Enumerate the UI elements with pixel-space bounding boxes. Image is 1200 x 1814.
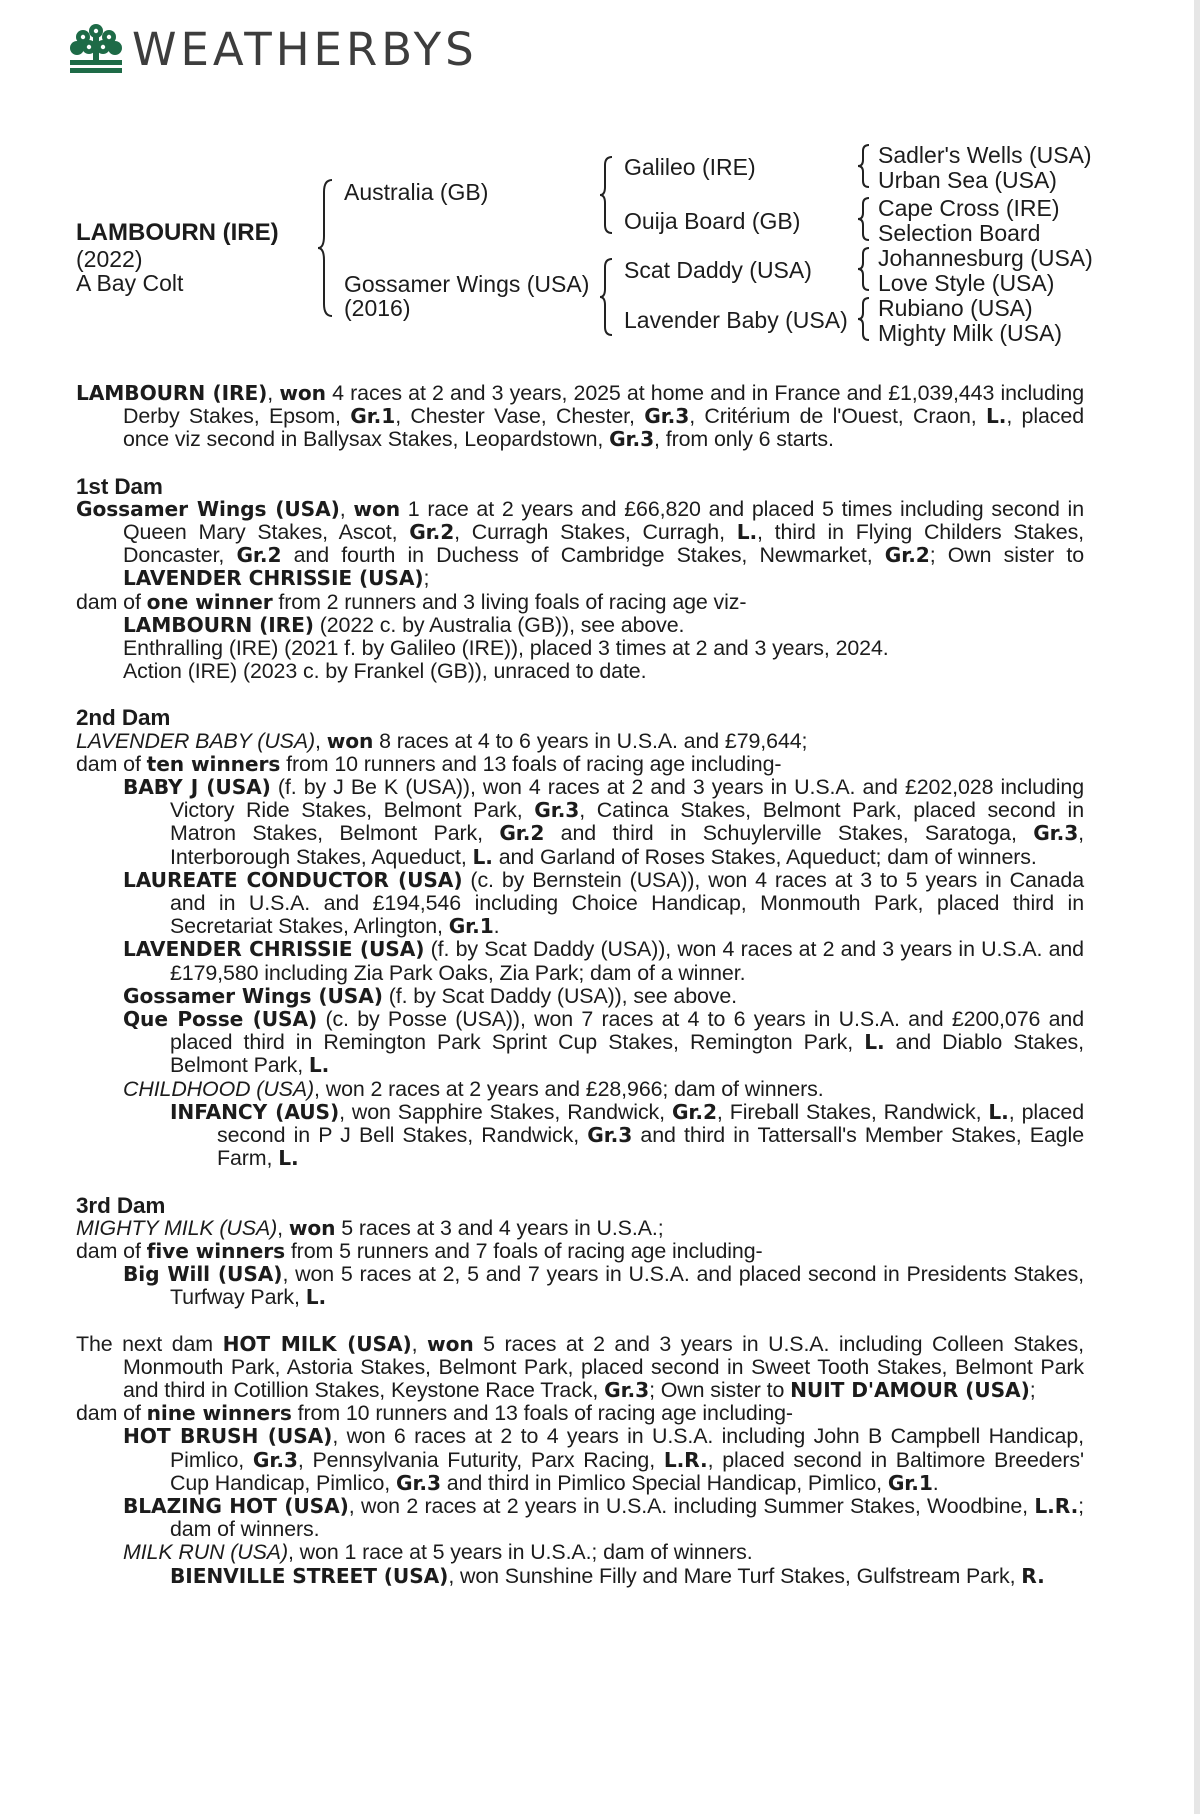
progeny-item: Action (IRE) (2023 c. by Frankel (GB)), unraced to date.: [123, 659, 647, 684]
pedigree-gen4-5: Johannesburg (USA): [878, 245, 1093, 271]
section-heading-2nd-dam: 2nd Dam: [76, 705, 171, 731]
pedigree-gen4-7: Rubiano (USA): [878, 295, 1033, 321]
third-dam-produce-summary: dam of five winners from 5 runners and 7 foals of racing age including-: [76, 1238, 763, 1263]
pedigree-sire: Australia (GB): [344, 179, 489, 205]
progeny-item: Enthralling (IRE) (2021 f. by Galileo (IRE)), placed 3 times at 2 and 3 years, 2024.: [123, 636, 889, 661]
catalogue-page: [76, 382, 1084, 1588]
pedigree-subject-description: A Bay Colt: [76, 270, 184, 296]
second-dam-produce-summary: dam of ten winners from 10 runners and 13 foals of racing age including-: [76, 751, 782, 776]
bracket-gen1: [318, 178, 338, 318]
second-dam-record: LAVENDER BABY (USA), won 8 races at 4 to 6 years in U.S.A. and £79,644;: [76, 728, 808, 753]
subject-record: LAMBOURN (IRE), won 4 races at 2 and 3 years, 2025 at home and in France and £1,039,443 including Derby Stakes, Epsom, Gr.1, Chester Vase, Chester, Gr.3, Critérium de l'Ouest, Craon, L., placed once viz second in Ballysax Stakes, Leopardstown, Gr.3, from only 6 starts.: [76, 381, 1084, 452]
section-heading-1st-dam: 1st Dam: [76, 473, 163, 499]
first-dam-record: Gossamer Wings (USA), won 1 race at 2 years and £66,820 and placed 5 times including second in Queen Mary Stakes, Ascot, Gr.2, Curragh Stakes, Curragh, L., third in Flying Childers Stakes, Doncaster, Gr.2 and fourth in Duchess of Cambridge Stakes, Newmarket, Gr.2; Own sister to LAVENDER CHRISSIE (USA);: [76, 496, 1085, 591]
progeny-item: Que Posse (USA) (c. by Posse (USA)), won 7 races at 4 to 6 years in U.S.A. and £200,076 and placed third in Remington Park Sprint Cup Stakes, Remington Park, L. and Diablo Stakes, Belmont Park, L.: [123, 1007, 1084, 1078]
first-dam-produce-summary: dam of one winner from 2 runners and 3 living foals of racing age viz-: [76, 589, 747, 614]
bracket-galileo: [858, 143, 874, 189]
pedigree-subject-name: LAMBOURN (IRE): [76, 219, 279, 246]
next-dam-produce-summary: dam of nine winners from 10 runners and 13 foals of racing age including-: [76, 1401, 793, 1426]
pedigree-gen4-2: Urban Sea (USA): [878, 167, 1057, 193]
pedigree-dam-sire: Scat Daddy (USA): [624, 257, 812, 283]
section-heading-3rd-dam: 3rd Dam: [76, 1192, 166, 1218]
pedigree-sire-dam: Ouija Board (GB): [624, 208, 801, 234]
progeny-item: LAUREATE CONDUCTOR (USA) (c. by Bernstein (USA)), won 4 races at 3 to 5 years in Canada and in U.S.A. and £194,546 including Choice Handicap, Monmouth Park, placed third in Secretariat Stakes, Arlington, Gr.1.: [123, 867, 1084, 939]
next-dam-record: The next dam HOT MILK (USA), won 5 races at 2 and 3 years in U.S.A. including Colleen Stakes, Monmouth Park, Astoria Stakes, Belmont Park, placed second in Sweet Tooth Stakes, Belmont Park and third in Cotillion Stakes, Keystone Race Track, Gr.3; Own sister to NUIT D'AMOUR (USA);: [76, 1331, 1084, 1402]
progeny-item: Big Will (USA), won 5 races at 2, 5 and 7 years in U.S.A. and placed second in Presidents Stakes, Turfway Park, L.: [123, 1262, 1085, 1310]
grand-progeny-item: INFANCY (AUS), won Sapphire Stakes, Randwick, Gr.2, Fireball Stakes, Randwick, L., placed second in P J Bell Stakes, Randwick, Gr.3 and third in Tattersall's Member Stakes, Eagle Farm, L.: [170, 1099, 1084, 1171]
bracket-dam: [600, 257, 618, 337]
progeny-item: BABY J (USA) (f. by J Be K (USA)), won 4 races at 2 and 3 years in U.S.A. and £202,028 including Victory Ride Stakes, Belmont Park, Gr.3, Catinca Stakes, Belmont Park, placed second in Matron Stakes, Belmont Park, Gr.2 and third in Schuylerville Stakes, Saratoga, Gr.3, Interborough Stakes, Aqueduct, L. and Garland of Roses Stakes, Aqueduct; dam of winners.: [123, 775, 1084, 869]
pedigree-gen4-1: Sadler's Wells (USA): [878, 142, 1092, 168]
brand-name: WEATHERBYS: [132, 22, 478, 76]
pedigree-sire-sire: Galileo (IRE): [624, 154, 756, 180]
progeny-item: LAMBOURN (IRE) (2022 c. by Australia (GB)), see above.: [123, 612, 685, 637]
pedigree-gen4-3: Cape Cross (IRE): [878, 195, 1060, 221]
progeny-item: HOT BRUSH (USA), won 6 races at 2 to 4 years in U.S.A. including John B Campbell Handicap, Pimlico, Gr.3, Pennsylvania Futurity, Parx Racing, L.R., placed second in Baltimore Breeders' Cup Handicap, Pimlico, Gr.3 and third in Pimlico Special Handicap, Pimlico, Gr.1.: [123, 1424, 1085, 1495]
pedigree-gen4-4: Selection Board: [878, 220, 1041, 246]
pedigree-table: [0, 0, 1200, 360]
progeny-item: CHILDHOOD (USA), won 2 races at 2 years and £28,966; dam of winners.: [123, 1076, 824, 1101]
bracket-lavender-baby: [858, 296, 874, 342]
progeny-item: BLAZING HOT (USA), won 2 races at 2 years in U.S.A. including Summer Stakes, Woodbine, L.R.; dam of winners.: [123, 1493, 1084, 1542]
pedigree-subject-year: (2022): [76, 246, 143, 272]
pedigree-gen4-6: Love Style (USA): [878, 270, 1055, 296]
pedigree-dam: Gossamer Wings (USA): [344, 271, 590, 297]
pedigree-dam-dam: Lavender Baby (USA): [624, 307, 848, 333]
progeny-item: MILK RUN (USA), won 1 race at 5 years in U.S.A.; dam of winners.: [123, 1540, 753, 1565]
grand-progeny-item: BIENVILLE STREET (USA), won Sunshine Filly and Mare Turf Stakes, Gulfstream Park, R.: [170, 1563, 1045, 1588]
bracket-ouija-board: [858, 196, 874, 242]
bracket-scat-daddy: [858, 246, 874, 292]
pedigree-dam-year: (2016): [344, 295, 411, 321]
pedigree-gen4-8: Mighty Milk (USA): [878, 320, 1063, 346]
third-dam-record: MIGHTY MILK (USA), won 5 races at 3 and 4 years in U.S.A.;: [76, 1215, 664, 1240]
progeny-item: LAVENDER CHRISSIE (USA) (f. by Scat Daddy (USA)), won 4 races at 2 and 3 years in U.S.A. and £179,580 including Zia Park Oaks, Zia Park; dam of a winner.: [123, 937, 1084, 985]
progeny-item: Gossamer Wings (USA) (f. by Scat Daddy (USA)), see above.: [123, 983, 738, 1008]
bracket-sire: [600, 155, 618, 235]
